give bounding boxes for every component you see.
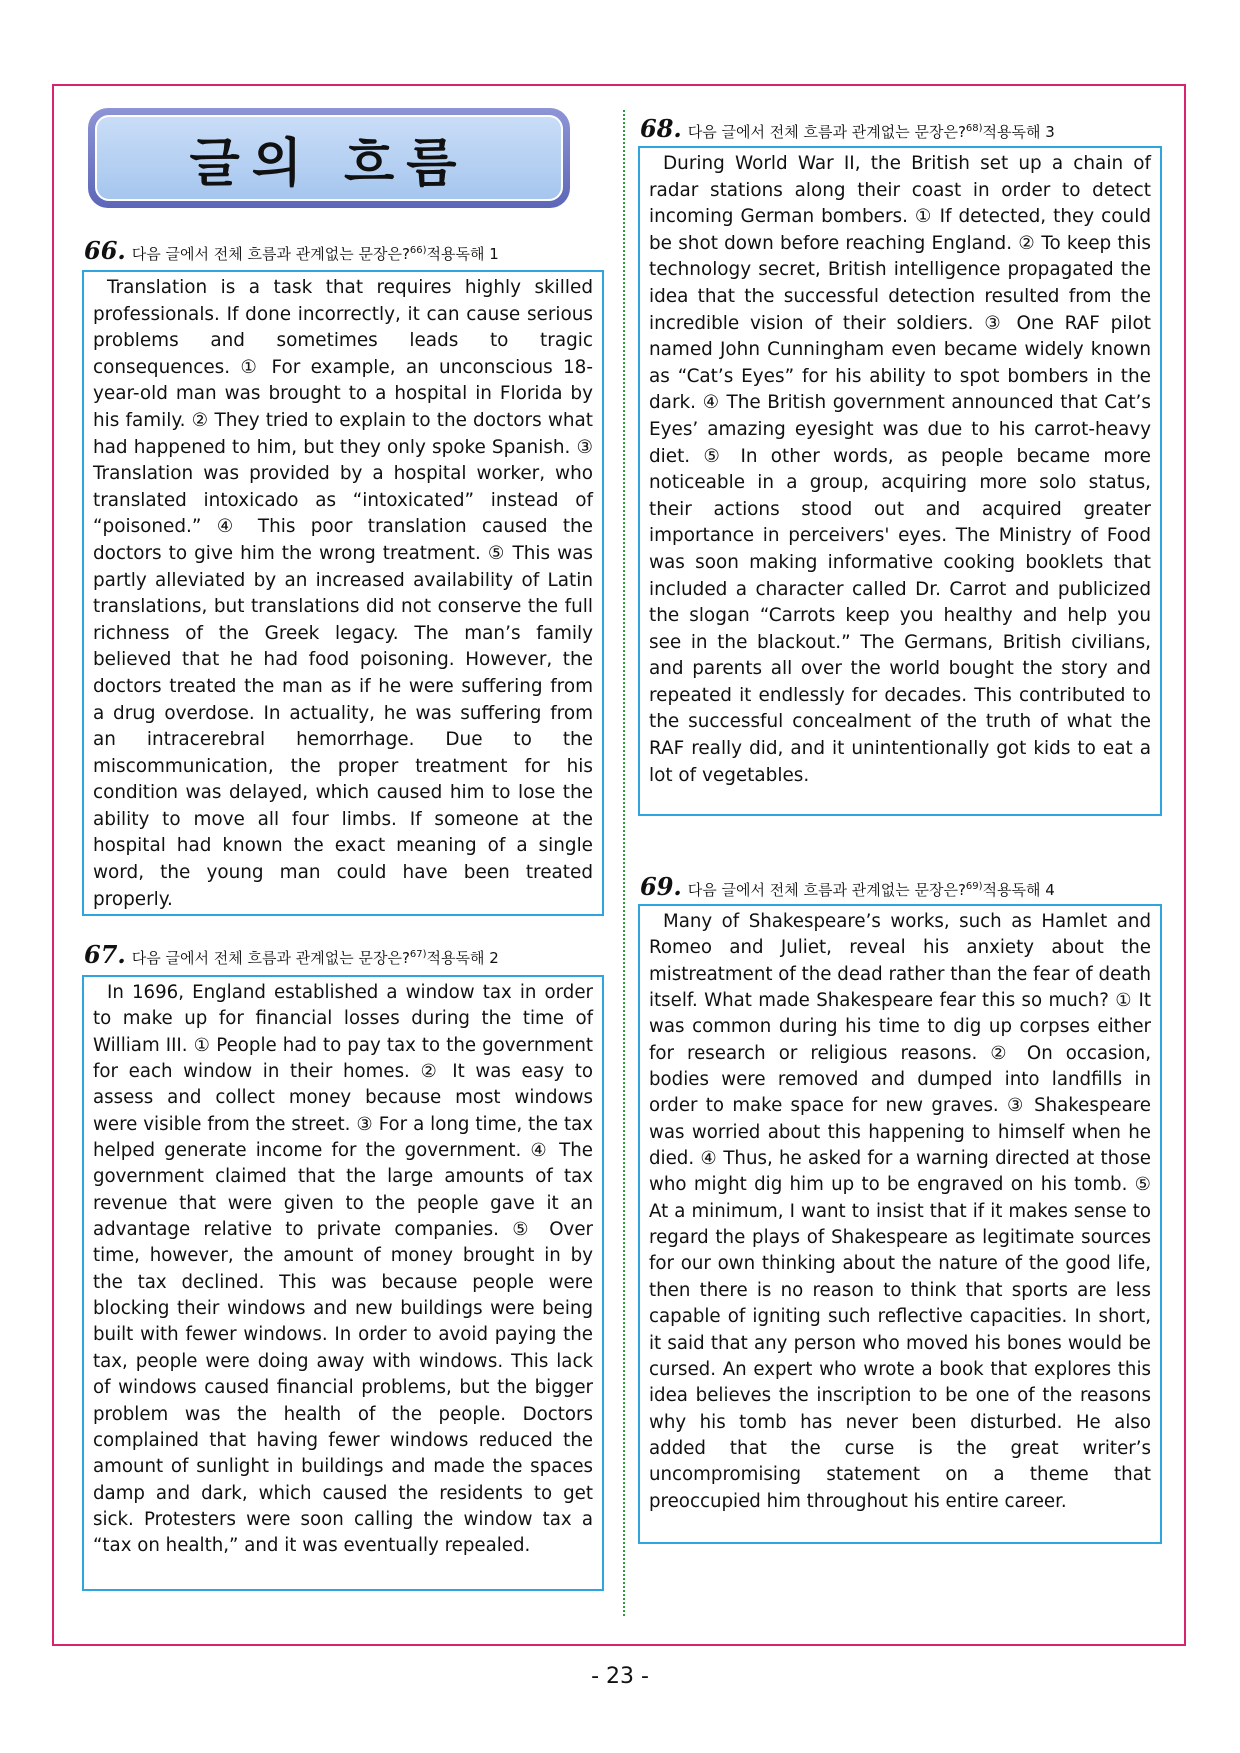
question-number: 68.	[640, 114, 682, 143]
column-divider	[623, 110, 625, 1616]
question-tag	[410, 243, 499, 264]
question-prompt: 다음 글에서 전체 흐름과 관계없는 문장은?	[131, 245, 410, 263]
question-ref: 67)	[409, 949, 427, 960]
page-number: - 23 -	[591, 1664, 649, 1689]
question-68-header	[640, 114, 1055, 143]
question-tag-label: 적용독해 3	[982, 123, 1055, 141]
section-title: 글의 흐름	[189, 133, 469, 194]
question-tag-label: 적용독해 4	[982, 881, 1055, 899]
question-prompt: 다음 글에서 전체 흐름과 관계없는 문장은?	[687, 881, 966, 899]
question-prompt: 다음 글에서 전체 흐름과 관계없는 문장은?	[687, 123, 966, 141]
question-69-header	[640, 872, 1055, 901]
passage-box-67	[82, 975, 604, 1591]
passage-text: In 1696, England established a window tax in order to make up for financial losses during the time of William III. ① People had to pay tax to the government for each window in their homes. ② It was easy to assess and collect money because most windows were visible from the street. ③ For a long time, the tax helped generate income for the government. ④ The government claimed that the large amounts of tax revenue that were given to the people gave it an advantage relative to private companies. ⑤ Over time, however, the amount of money brought in by the tax declined. This was because people were blocking their windows and new buildings were being built with fewer windows. In order to avoid paying the tax, people were doing away with windows. This lack of windows caused financial problems, but the bigger problem was the health of the people. Doctors complained that having fewer windows reduced the amount of sunlight in buildings and made the spaces damp and dark, which caused the residents to get sick. Protesters were soon calling the window tax a “tax on health,” and it was eventually repealed.	[93, 982, 593, 1557]
question-tag	[410, 947, 499, 968]
question-tag	[966, 121, 1055, 142]
question-ref: 69)	[965, 881, 983, 892]
question-number: 67.	[84, 940, 126, 969]
question-number: 69.	[640, 872, 682, 901]
passage-text: Many of Shakespeare’s works, such as Hamlet and Romeo and Juliet, reveal his anxiety about the mistreatment of the dead rather than the fear of death itself. What made Shakespeare fear this so much? ① It was common during his time to dig up corpses either for research or religious reasons. ② On occasion, bodies were removed and dumped into landfills in order to make space for new graves. ③ Shakespeare was worried about this happening to himself when he died. ④ Thus, he asked for a warning directed at those who might dig him up to be engraved on his tomb. ⑤ At a minimum, I want to insist that if it makes sense to regard the plays of Shakespeare as legitimate sources for our own thinking about the nature of the good life, then there is no reason to think that sports are less capable of igniting such reflective capacities. In short, it said that any person who moved his bones would be cursed. An expert who wrote a book that explores this idea believes the inscription to be one of the reasons why his tomb has never been disturbed. He also added that the curse is the great writer’s uncompromising statement on a theme that preoccupied him throughout his entire career.	[649, 911, 1151, 1512]
question-ref: 66)	[409, 245, 427, 256]
passage-text: During World War II, the British set up a chain of radar stations along their coast in order to detect incoming German bombers. ① If detected, they could be shot down before reaching England. ② To keep this technology secret, British intelligence propagated the idea that the successful detection resulted from the incredible vision of their soldiers. ③ One RAF pilot named John Cunningham even became widely known as “Cat’s Eyes” for his ability to spot bombers in the dark. ④ The British government announced that Cat’s Eyes’ amazing eyesight was due to his carrot-heavy diet. ⑤ In other words, as people became more noticeable in a group, acquiring more solo status, their actions stood out and acquired greater importance in perceivers' eyes. The Ministry of Food was soon making informative cooking booklets that included a character called Dr. Carrot and publicized the slogan “Carrots keep you healthy and help you see in the blackout.” The Germans, British civilians, and parents all over the world bought the story and repeated it endlessly for decades. This contributed to the successful concealment of the truth of what the RAF really did, and it unintentionally got kids to eat a lot of vegetables.	[649, 153, 1151, 786]
passage-box-68	[638, 146, 1162, 816]
question-ref: 68)	[965, 123, 983, 134]
passage-box-69	[638, 904, 1162, 1544]
passage-text: Translation is a task that requires highly skilled professionals. If done incorrectly, it can cause serious problems and sometimes leads to tragic consequences. ① For example, an unconscious 18-year-old man was brought to a hospital in Florida by his family. ② They tried to explain to the doctors what had happened to him, but they only spoke Spanish. ③ Translation was provided by a hospital worker, who translated intoxicado as “intoxicated” instead of “poisoned.” ④ This poor translation caused the doctors to give him the wrong treatment. ⑤ This was partly alleviated by an increased availability of Latin translations, but translations did not conserve the full richness of the Greek legacy. The man’s family believed that he had food poisoning. However, the doctors treated the man as if he were suffering from a drug overdose. In actuality, he was suffering from an intracerebral hemorrhage. Due to the miscommunication, the proper treatment for his condition was delayed, which caused him to lose the ability to move all four limbs. If someone at the hospital had known the exact meaning of a single word, the young man could have been treated properly.	[93, 277, 593, 910]
question-tag-label: 적용독해 1	[426, 245, 499, 263]
section-title-banner	[88, 108, 570, 208]
question-66-header	[84, 236, 499, 265]
section-title-inner	[95, 115, 563, 201]
passage-box-66	[82, 270, 604, 916]
question-prompt: 다음 글에서 전체 흐름과 관계없는 문장은?	[131, 949, 410, 967]
question-tag-label: 적용독해 2	[426, 949, 499, 967]
question-number: 66.	[84, 236, 126, 265]
question-67-header	[84, 940, 499, 969]
question-tag	[966, 879, 1055, 900]
